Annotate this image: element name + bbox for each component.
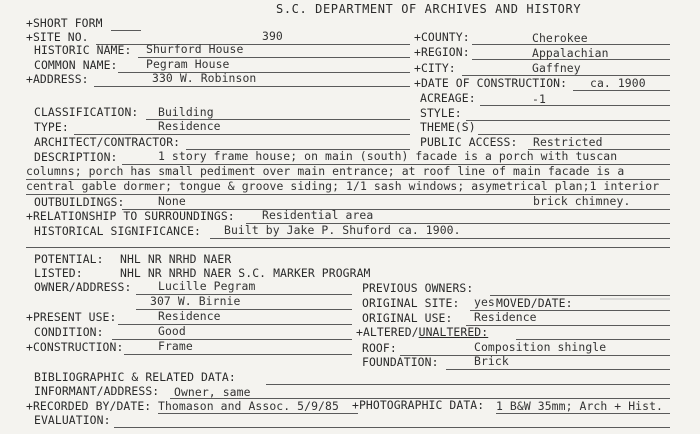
site-no-line: [96, 44, 410, 45]
style-line: [466, 120, 670, 121]
roof-label: ROOF:: [362, 341, 397, 355]
construction-value: Frame: [158, 339, 193, 353]
site-no-value: 390: [262, 29, 283, 43]
photographic-line: [496, 413, 670, 414]
date-of-construction-line: [573, 90, 670, 91]
condition-label: CONDITION:: [34, 325, 104, 339]
evaluation-label: EVALUATION:: [34, 413, 111, 427]
acreage-label: ACREAGE:: [420, 91, 476, 105]
informant-value: Owner, same: [174, 385, 251, 399]
description-label: DESCRIPTION:: [34, 150, 118, 164]
present-use-label: +PRESENT USE:: [26, 310, 117, 324]
outbuildings-extra: brick chimney.: [533, 194, 631, 208]
photographic-label: +PHOTOGRAPHIC DATA:: [352, 398, 485, 412]
condition-value: Good: [158, 324, 186, 338]
bibliographic-label: BIBLIOGRAPHIC & RELATED DATA:: [34, 370, 236, 384]
moved-date-label: MOVED/DATE:: [496, 296, 573, 310]
city-label: +CITY:: [414, 61, 456, 75]
foundation-label: FOUNDATION:: [362, 355, 439, 369]
date-of-construction-label: +DATE OF CONSTRUCTION:: [414, 76, 568, 90]
original-use-line: [466, 325, 670, 326]
original-site-label: ORIGINAL SITE:: [362, 296, 460, 310]
description-text-3: central gable dormer; tongue & groove siding; 1/1 sash windows; asymetrical plan;1 interior: [26, 179, 660, 193]
roof-line: [400, 355, 670, 356]
county-label: +COUNTY:: [414, 30, 470, 44]
short-form-label: +SHORT FORM: [26, 16, 103, 30]
informant-label: INFORMANT/ADDRESS:: [34, 384, 160, 398]
themes-label: THEME(S): [420, 120, 476, 134]
date-of-construction-value: ca. 1900: [590, 76, 646, 90]
type-label: TYPE:: [34, 120, 69, 134]
outbuildings-value: None: [158, 194, 186, 208]
classification-label: CLASSIFICATION:: [34, 105, 139, 119]
construction-line: [124, 354, 352, 355]
form-header: S.C. DEPARTMENT OF ARCHIVES AND HISTORY: [276, 2, 582, 16]
public-access-value: Restricted: [533, 135, 603, 149]
public-access-label: PUBLIC ACCESS:: [420, 135, 518, 149]
type-value: Residence: [158, 119, 221, 133]
condition-line: [112, 339, 352, 340]
historical-significance-line: [210, 238, 670, 239]
listed-label: LISTED:: [34, 266, 83, 280]
smudge-mark: [600, 298, 670, 300]
recorded-by-line: [158, 413, 358, 414]
short-form-line: [111, 30, 141, 31]
historical-significance-label: HISTORICAL SIGNIFICANCE:: [34, 224, 201, 238]
construction-label: +CONSTRUCTION:: [26, 340, 124, 354]
region-value: Appalachian: [532, 46, 609, 60]
region-label: +REGION:: [414, 45, 470, 59]
recorded-by-value: Thomason and Assoc. 5/9/85: [158, 399, 339, 413]
original-use-value: Residence: [474, 310, 537, 324]
historical-significance-value: Built by Jake P. Shuford ca. 1900.: [224, 223, 461, 237]
relationship-label: +RELATIONSHIP TO SURROUNDINGS:: [26, 209, 235, 223]
owner-address-label: OWNER/ADDRESS:: [34, 280, 132, 294]
original-site-value: yes: [474, 295, 495, 309]
potential-label: POTENTIAL:: [34, 252, 104, 266]
altered-label: [356, 326, 488, 339]
present-use-value: Residence: [158, 309, 221, 323]
address-label: +ADDRESS:: [26, 72, 89, 86]
outbuildings-label: OUTBUILDINGS:: [34, 195, 125, 209]
evaluation-line: [114, 427, 670, 428]
present-use-line: [118, 324, 352, 325]
relationship-value: Residential area: [262, 208, 374, 222]
historic-name-value: Shurford House: [146, 42, 244, 56]
site-no-label: +SITE NO.: [26, 30, 89, 44]
bibliographic-line: [266, 384, 670, 385]
classification-value: Building: [158, 105, 214, 119]
roof-value: Composition shingle: [474, 340, 607, 354]
original-use-label: ORIGINAL USE:: [362, 311, 453, 325]
potential-codes: NHL NR NRHD NAER: [120, 252, 232, 266]
architect-label: ARCHITECT/CONTRACTOR:: [34, 135, 181, 149]
city-value: Gaffney: [532, 61, 581, 75]
address-line: [94, 86, 410, 87]
county-value: Cherokee: [532, 31, 588, 45]
altered-prefix: +ALTERED/: [356, 325, 419, 339]
common-name-value: Pegram House: [146, 57, 230, 71]
acreage-line: [480, 105, 670, 106]
historic-name-label: HISTORIC NAME:: [34, 43, 132, 57]
photographic-value: 1 B&W 35mm; Arch + Hist.: [496, 399, 663, 413]
common-name-label: COMMON NAME:: [34, 58, 118, 72]
foundation-value: Brick: [474, 354, 509, 368]
listed-codes: NHL NR NRHD NAER S.C. MARKER PROGRAM: [120, 266, 371, 280]
style-label: STYLE:: [420, 106, 462, 120]
previous-owners-label: PREVIOUS OWNERS:: [362, 281, 474, 295]
section-divider: [26, 247, 670, 248]
address-value: 330 W. Robinson: [152, 71, 257, 85]
unaltered-label: UNALTERED:: [418, 325, 489, 339]
recorded-by-label: +RECORDED BY/DATE:: [26, 399, 152, 413]
description-text-2: columns; porch has small pediment over main entrance; at roof line of main facade is a: [26, 164, 625, 178]
acreage-value: -1: [532, 92, 546, 106]
owner-name-value: Lucille Pegram: [158, 279, 256, 293]
description-text-1: 1 story frame house; on main (south) facade is a porch with tuscan: [158, 149, 618, 163]
foundation-line: [446, 369, 670, 370]
owner-street-value: 307 W. Birnie: [150, 294, 241, 308]
